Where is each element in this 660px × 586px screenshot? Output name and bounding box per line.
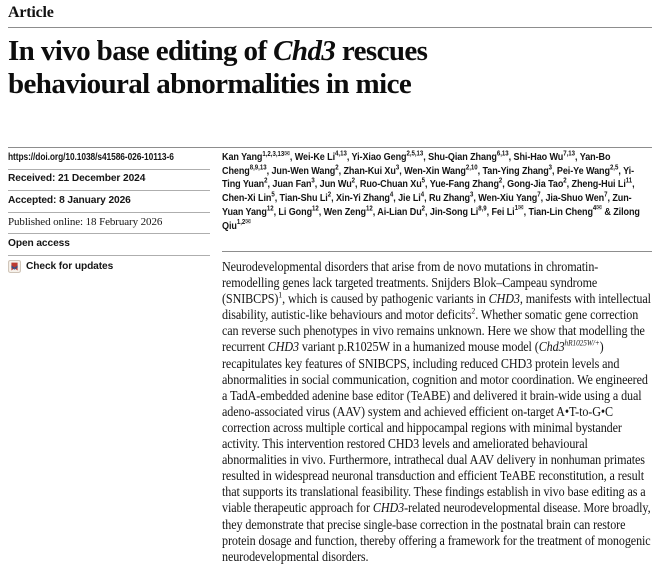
corresponding-author-envelope-icon: ✉ xyxy=(517,203,524,213)
author-affiliations: 3 xyxy=(470,191,474,199)
author xyxy=(404,166,478,177)
author xyxy=(360,179,425,190)
corresponding-author-envelope-icon: ✉ xyxy=(284,148,290,158)
published-date: Published online: 18 February 2026 xyxy=(8,213,210,235)
author-affiliations: 2,5,13 xyxy=(406,150,424,158)
author xyxy=(222,148,290,163)
author-name: Li Gong xyxy=(278,206,313,218)
author-name: Pei-Ye Wang xyxy=(556,165,610,177)
author-name: Xin-Yi Zhang xyxy=(335,193,390,205)
check-for-updates-label: Check for updates xyxy=(26,260,114,272)
received-date: Received: 21 December 2024 xyxy=(8,170,210,192)
abstract-divider xyxy=(222,251,652,252)
article-kicker: Article xyxy=(8,4,54,21)
author-affiliations: 2 xyxy=(498,177,503,185)
author-name: Tan-Ying Zhang xyxy=(482,165,549,177)
author-name: Wei-Ke Li xyxy=(294,152,336,163)
author xyxy=(271,166,338,177)
author-name: Zilong Qiu xyxy=(222,206,640,232)
author-name: Jun-Wen Wang xyxy=(271,165,336,177)
corresponding-author-envelope-icon: ✉ xyxy=(596,203,602,213)
author-name: Zheng-Hui Li xyxy=(571,179,626,191)
author-name: Fei Li xyxy=(491,206,515,218)
author-affiliations: 2 xyxy=(335,164,339,172)
author xyxy=(352,152,424,163)
author xyxy=(336,193,393,204)
check-for-updates-button[interactable] xyxy=(8,256,210,278)
author-name: Kan Yang xyxy=(222,152,263,163)
author-affiliations: 4,13 xyxy=(335,150,347,158)
author xyxy=(478,193,540,204)
author xyxy=(528,203,602,218)
author xyxy=(430,179,503,190)
doi-row[interactable] xyxy=(8,148,210,170)
author xyxy=(507,179,566,190)
kicker-divider xyxy=(8,27,652,28)
author xyxy=(513,152,575,163)
author-affiliations: 3 xyxy=(311,177,315,185)
author xyxy=(280,193,332,204)
author-name: Shi-Hao Wu xyxy=(513,152,564,163)
author-name: Ruo-Chuan Xu xyxy=(359,179,422,191)
author-name: Ai-Lian Du xyxy=(377,206,422,218)
author-affiliations: 7,13 xyxy=(563,150,576,158)
author xyxy=(320,179,355,190)
accepted-date: Accepted: 8 January 2026 xyxy=(8,191,210,213)
author xyxy=(491,203,524,218)
author-affiliations: 1,2,3,13✉ xyxy=(262,148,290,158)
author xyxy=(272,179,314,190)
author-affiliations: 1,2✉ xyxy=(236,217,251,227)
author xyxy=(278,207,318,218)
author-name: Tian-Lin Cheng xyxy=(528,206,593,218)
corresponding-author-envelope-icon: ✉ xyxy=(245,217,251,227)
author-affiliations: 2,10 xyxy=(465,164,478,172)
doi-link[interactable]: https://doi.org/10.1038/s41586-026-10113-6 xyxy=(8,151,174,163)
author-name: Zhan-Kui Xu xyxy=(343,165,396,177)
author-name: Wen Zeng xyxy=(323,206,367,218)
author-affiliations: 5 xyxy=(421,177,426,185)
abstract-text: Neurodevelopmental disorders that arise from de novo mutations in chromatin-remodelling genes lack targeted treatments. Snijders Blok–Campeau syndrome (SNIBCPS)$^1$, which is caused by pathogenic variants in CHD3, manifests with intellectual disability, autistic-like behaviours and motor deficits$^2$. Whether somatic gene correction can reverse such phenotypes in vivo remains unknown. Here we show that modelling the recurrent CHD3 variant p.R1025W in a humanized mouse model $(Chd3^{hR1025W/+})$ recapitulates key features of SNIBCPS, including reduced CHD3 protein levels and abnormalities in social communication, cognition and motor coordination. We engineered a TadA-embedded adenine base editor (TeABE) and delivered it brain-wide using a dual adeno-associated virus (AAV) system and achieved efficient on-target A•T-to-G•C correction across multiple cortical and hippocampal regions with minimal bystander activity. This intervention restored CHD3 levels and ameliorated behavioural abnormalities in vivo. Furthermore, intrathecal dual AAV delivery in nonhuman primates resulted in widespread neuronal transduction and efficient TeABE reconstitution, a result that supports its translational feasibility. These findings establish in vivo base editing as a viable therapeutic approach for CHD3-related neurodevelopmental disease. More broadly, they demonstrate that precise single-base correction in the postnatal brain can restore protein dosage and function, thereby offering a framework for the treatment of monogenic neurodevelopmental disorders. xyxy=(222,259,651,564)
author xyxy=(377,207,425,218)
author-name: Wen-Xiu Yang xyxy=(478,193,538,205)
author-affiliations: 2 xyxy=(327,191,332,199)
author-affiliations: 3 xyxy=(548,164,553,172)
crossmark-icon xyxy=(8,260,21,273)
author-name: Zun-Yuan Yang xyxy=(222,193,632,218)
author-affiliations: 4 xyxy=(420,191,425,199)
author-list: Kan Yang$^{1,2,3,13✉}$, Wei-Ke Li$^{4,13}$, Yi-Xiao Geng$^{2,5,13}$, Shu-Qian Zhang$^{6,13}$, Shi-Hao Wu$^{7,13}$, Yan-Bo Cheng$^{8,9,13}$, Jun-Wen Wang$^2$, Zhan-Kui Xu$^3$, Wen-Xin Wang$^{2,10}$, Tan-Ying Zhang$^3$, Pei-Ye Wang$^{2,5}$, Yi-Ting Yuan$^2$, Juan Fan$^3$, Jun Wu$^2$, Ruo-Chuan Xu$^5$, Yue-Fang Zhang$^2$, Gong-Jia Tao$^2$, Zheng-Hui Li$^{11}$, Chen-Xi Lin$^5$, Tian-Shu Li$^2$, Xin-Yi Zhang$^4$, Jie Li$^4$, Ru Zhang$^3$, Wen-Xiu Yang$^7$, Jia-Shuo Wen$^7$, Zun-Yuan Yang$^{12}$, Li Gong$^{12}$, Wen Zeng$^{12}$, Ai-Lian Du$^2$, Jin-Song Li$^{8,9}$, Fei $Li^{1✉}$, Tian-Lin Cheng$^{4✉}$ & Zilong Qiu$^{1,2✉}$ xyxy=(222,148,640,232)
author-affiliations: 2 xyxy=(563,177,567,185)
author xyxy=(222,193,275,204)
author-name: Wen-Xin Wang xyxy=(404,165,466,177)
author-name: Shu-Qian Zhang xyxy=(428,152,497,163)
author-affiliations: 7 xyxy=(537,191,541,199)
author-affiliations: 4✉ xyxy=(592,203,602,213)
author xyxy=(557,166,618,177)
author-affiliations: 2 xyxy=(264,177,268,185)
author-affiliations: 2,5 xyxy=(609,164,619,172)
author-affiliations: 8,9 xyxy=(478,205,487,213)
open-access-label: Open access xyxy=(8,234,210,256)
author-affiliations: 7 xyxy=(604,191,608,199)
author-name: Yue-Fang Zhang xyxy=(429,179,499,191)
author xyxy=(324,207,373,218)
author-name: Gong-Jia Tao xyxy=(507,179,564,191)
author xyxy=(295,152,347,163)
author-affiliations: 12 xyxy=(312,205,319,213)
page-title: In vivo base editing of Chd3 rescues behavioural abnormalities in mice xyxy=(8,35,428,100)
author-name: Juan Fan xyxy=(272,179,312,191)
author-affiliations: 1✉ xyxy=(514,203,524,213)
author-name: Yan-Bo Cheng xyxy=(222,152,611,177)
author-affiliations: 11 xyxy=(625,177,633,185)
author-name: Yi-Xiao Geng xyxy=(351,152,407,163)
author xyxy=(430,207,487,218)
author xyxy=(429,193,473,204)
author xyxy=(571,179,632,190)
author-affiliations: 3 xyxy=(395,164,400,172)
author-name: Ru Zhang xyxy=(428,193,471,205)
author-name: Jie Li xyxy=(398,193,421,205)
author xyxy=(343,166,399,177)
author-affiliations: 4 xyxy=(389,191,394,199)
author-name: Yi-Ting Yuan xyxy=(222,165,635,191)
author-name: Tian-Shu Li xyxy=(279,193,328,205)
author-affiliations: 12 xyxy=(366,205,373,213)
author-affiliations: 6,13 xyxy=(496,150,509,158)
author-affiliations: 2 xyxy=(351,177,356,185)
author-name: Jia-Shuo Wen xyxy=(545,193,605,205)
author-name: Chen-Xi Lin xyxy=(222,193,272,205)
author-name: Jun Wu xyxy=(319,179,352,191)
author-affiliations: 8,9,13 xyxy=(249,164,267,172)
author-affiliations: 5 xyxy=(271,191,275,199)
article-metadata-column xyxy=(8,148,210,277)
author-name: Jin-Song Li xyxy=(429,206,479,218)
author xyxy=(483,166,553,177)
author-affiliations: 12 xyxy=(266,205,274,213)
author xyxy=(398,193,424,204)
author xyxy=(428,152,508,163)
author-affiliations: 2 xyxy=(421,205,426,213)
